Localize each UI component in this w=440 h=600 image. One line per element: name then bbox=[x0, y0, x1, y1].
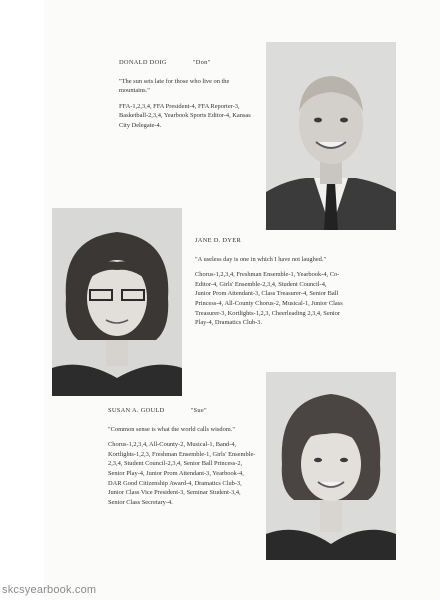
portrait-photo-doig bbox=[266, 42, 396, 230]
portrait-image bbox=[266, 372, 396, 560]
portrait-photo-dyer bbox=[52, 208, 182, 396]
senior-entry-gould bbox=[108, 406, 258, 507]
student-activities: FFA-1,2,3,4, FFA President-4, FFA Reporter-3, Basketball-2,3,4, Yearbook Sports Editor-4, Kansas City Delegate-4. bbox=[119, 102, 251, 129]
student-name: JANE D. DYER bbox=[195, 237, 242, 244]
student-name: DONALD DOIG bbox=[119, 59, 167, 66]
portrait-photo-gould bbox=[266, 372, 396, 560]
student-quote: "The sun sets late for those who live on the mountains." bbox=[119, 77, 230, 95]
senior-entry-dyer bbox=[195, 236, 343, 328]
portrait-image bbox=[266, 42, 396, 230]
portrait-image bbox=[52, 208, 182, 396]
student-name: SUSAN A. GOULD bbox=[108, 407, 165, 414]
student-quote: "A useless day is one in which I have not laughed." bbox=[195, 255, 327, 263]
student-quote: "Common sense is what the world calls wisdom." bbox=[108, 425, 235, 433]
site-watermark: skcsyearbook.com bbox=[2, 584, 97, 596]
student-nickname: "Don" bbox=[192, 59, 211, 66]
student-activities: Chorus-1,2,3,4, Freshman Ensemble-1, Yearbook-4, Co-Editor-4, Girls' Ensemble-2,3,4, Student Council-4, Junior Prom Attendant-3, Class Treasurer-4, Senior Ball Princess-4, All-County Chorus-2, Musical-1, Junior Class Treasurer-3, Kortlights-1,2,3, Cheerleading 2,3,4, Senior Play-4, Dramatics Club-3. bbox=[195, 271, 343, 327]
student-nickname: "Sue" bbox=[190, 407, 207, 414]
senior-entry-doig bbox=[119, 58, 261, 131]
yearbook-page bbox=[44, 0, 440, 600]
student-activities: Chorus-1,2,3,4, All-County-2, Musical-1, Band-4, Kortlights-1,2,3, Freshman Ensemble-1, Girls' Ensemble-2,3,4, Student Council-2,3,4, Senior Ball Princess-2, Senior Play-4, Junior Prom Attendant-3, Yearbook-4, DAR Good Citizenship Award-4, Dramatics Club-3, Junior Class Vice President-3, Seminar Student-3,4, Senior Class Secretary-4. bbox=[108, 441, 256, 506]
